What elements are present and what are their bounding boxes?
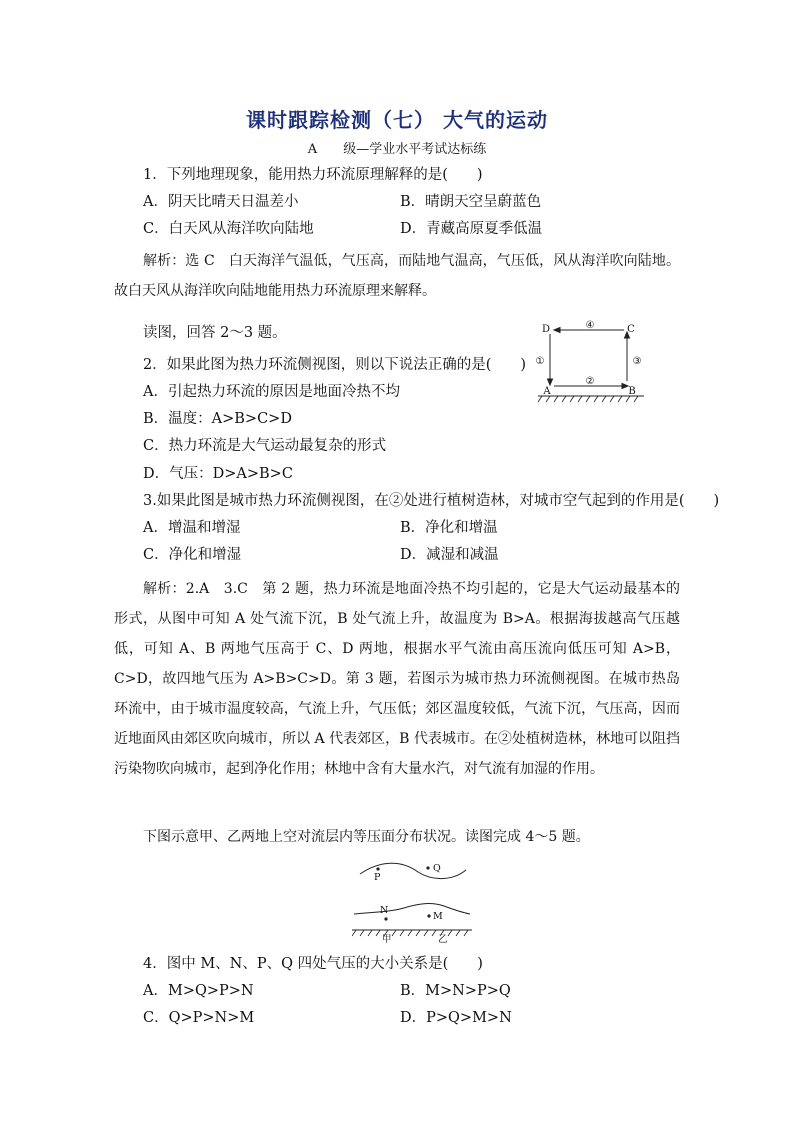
point-p-dot xyxy=(376,867,379,870)
point-n-dot xyxy=(384,917,387,920)
q1-analysis: 解析：选 C 白天海洋气温低，气压高，而陆地气温高，气压低，风从海洋吹向陆地。故白天风从海洋吹向陆地能用热力环流原理来解释。 xyxy=(114,253,680,299)
arrow-2-head xyxy=(622,384,628,389)
q2-stem: 2．如果此图为热力环流侧视图，则以下说法正确的是( ) xyxy=(143,357,527,373)
q2-q3-analysis: 解析：2.A 3.C 第 2 题，热力环流是地面冷热不均引起的，它是大气运动最基本的形式，从图中可知 A 处气流下沉，B 处气流上升，故温度为 B>A。根据海拔越高气压越低，可知 A、B 两地气压高于 C、D 两地，根据水平气流由高压流向低压可知 A>B，C>D，故四地气压为 A>B>C>D。第 3 题，若图示为城市热力环流侧视图。在城市热岛环流中，由于城市温度较高，气流上升，气压低；郊区温度较低，气流下沉，气压高，因而近地面风由郊区吹向城市，所以 A 代表郊区，B 代表城市。在②处植树造林，林地可以阻挡污染物吹向城市，起到净化作用；林地中含有大量水汽，对气流有加湿的作用。 xyxy=(114,581,680,777)
arrow-1-head xyxy=(548,379,553,385)
q3-option-d: D．减湿和减温 xyxy=(400,547,499,563)
q2-option-c: C．热力环流是大气运动最复杂的形式 xyxy=(143,438,387,454)
section-level-label: 级—学业水平考试达标练 xyxy=(343,142,487,157)
q1-stem: 1．下列地理现象，能用热力环流原理解释的是( ) xyxy=(143,167,483,183)
point-p-label: P xyxy=(374,872,381,883)
arrow-3-label: ③ xyxy=(632,356,642,367)
point-m-label: M xyxy=(433,911,443,922)
q3-option-b: B．净化和增温 xyxy=(400,520,498,536)
q3-option-c: C．净化和增湿 xyxy=(143,547,242,563)
arrow-4-label: ④ xyxy=(585,320,595,331)
point-q-label: Q xyxy=(433,863,441,874)
isobaric-surface-diagram xyxy=(352,858,472,944)
point-b-label: B xyxy=(628,386,636,397)
q4-option-c: C．Q>P>N>M xyxy=(143,1010,255,1026)
q3-stem: 3.如果此图是城市热力环流侧视图，在②处进行植树造林，对城市空气起到的作用是( ) xyxy=(143,493,720,509)
ground-hatch xyxy=(538,396,638,402)
q2-option-a: A．引起热力环流的原因是地面冷热不均 xyxy=(143,384,400,400)
q3-option-a: A．增温和增湿 xyxy=(143,520,241,536)
q4-option-a: A．M>Q>P>N xyxy=(143,983,254,999)
ground-hatch xyxy=(352,930,468,936)
location-yi-label: 乙 xyxy=(438,934,448,944)
section-subtitle xyxy=(0,138,794,157)
thermal-circulation-diagram xyxy=(536,318,656,408)
point-q-dot xyxy=(426,866,429,869)
q2-option-d: D．气压：D>A>B>C xyxy=(143,466,293,482)
q1-option-a: A．阴天比晴天日温差小 xyxy=(143,194,299,210)
q4-stem: 4．图中 M、N、P、Q 四处气压的大小关系是( ) xyxy=(143,956,483,972)
point-d-label: D xyxy=(541,324,551,335)
section-level-letter: A xyxy=(307,142,318,157)
location-jia-label: 甲 xyxy=(382,934,392,944)
page-title: 课时跟踪检测（七） 大气的运动 xyxy=(246,108,548,132)
point-a-label: A xyxy=(543,386,551,397)
q4-option-b: B．M>N>P>Q xyxy=(400,983,511,999)
point-c-label: C xyxy=(627,324,635,335)
point-n-label: N xyxy=(380,905,389,916)
read-figure-instruction-1: 读图，回答 2～3 题。 xyxy=(143,325,287,341)
read-figure-instruction-2: 下图示意甲、乙两地上空对流层内等压面分布状况。读图完成 4～5 题。 xyxy=(143,829,590,845)
q4-option-d: D．P>Q>M>N xyxy=(400,1010,512,1026)
arrow-4-head xyxy=(554,328,560,333)
q1-option-b: B．晴朗天空呈蔚蓝色 xyxy=(400,194,542,210)
arrow-1-label: ① xyxy=(536,356,545,367)
q2-option-b: B．温度：A>B>C>D xyxy=(143,411,292,427)
lower-isobar xyxy=(354,904,470,914)
q1-option-c: C．白天风从海洋吹向陆地 xyxy=(143,221,314,237)
q1-option-d: D．青藏高原夏季低温 xyxy=(400,221,543,237)
point-m-dot xyxy=(427,914,430,917)
arrow-2-label: ② xyxy=(585,376,595,387)
